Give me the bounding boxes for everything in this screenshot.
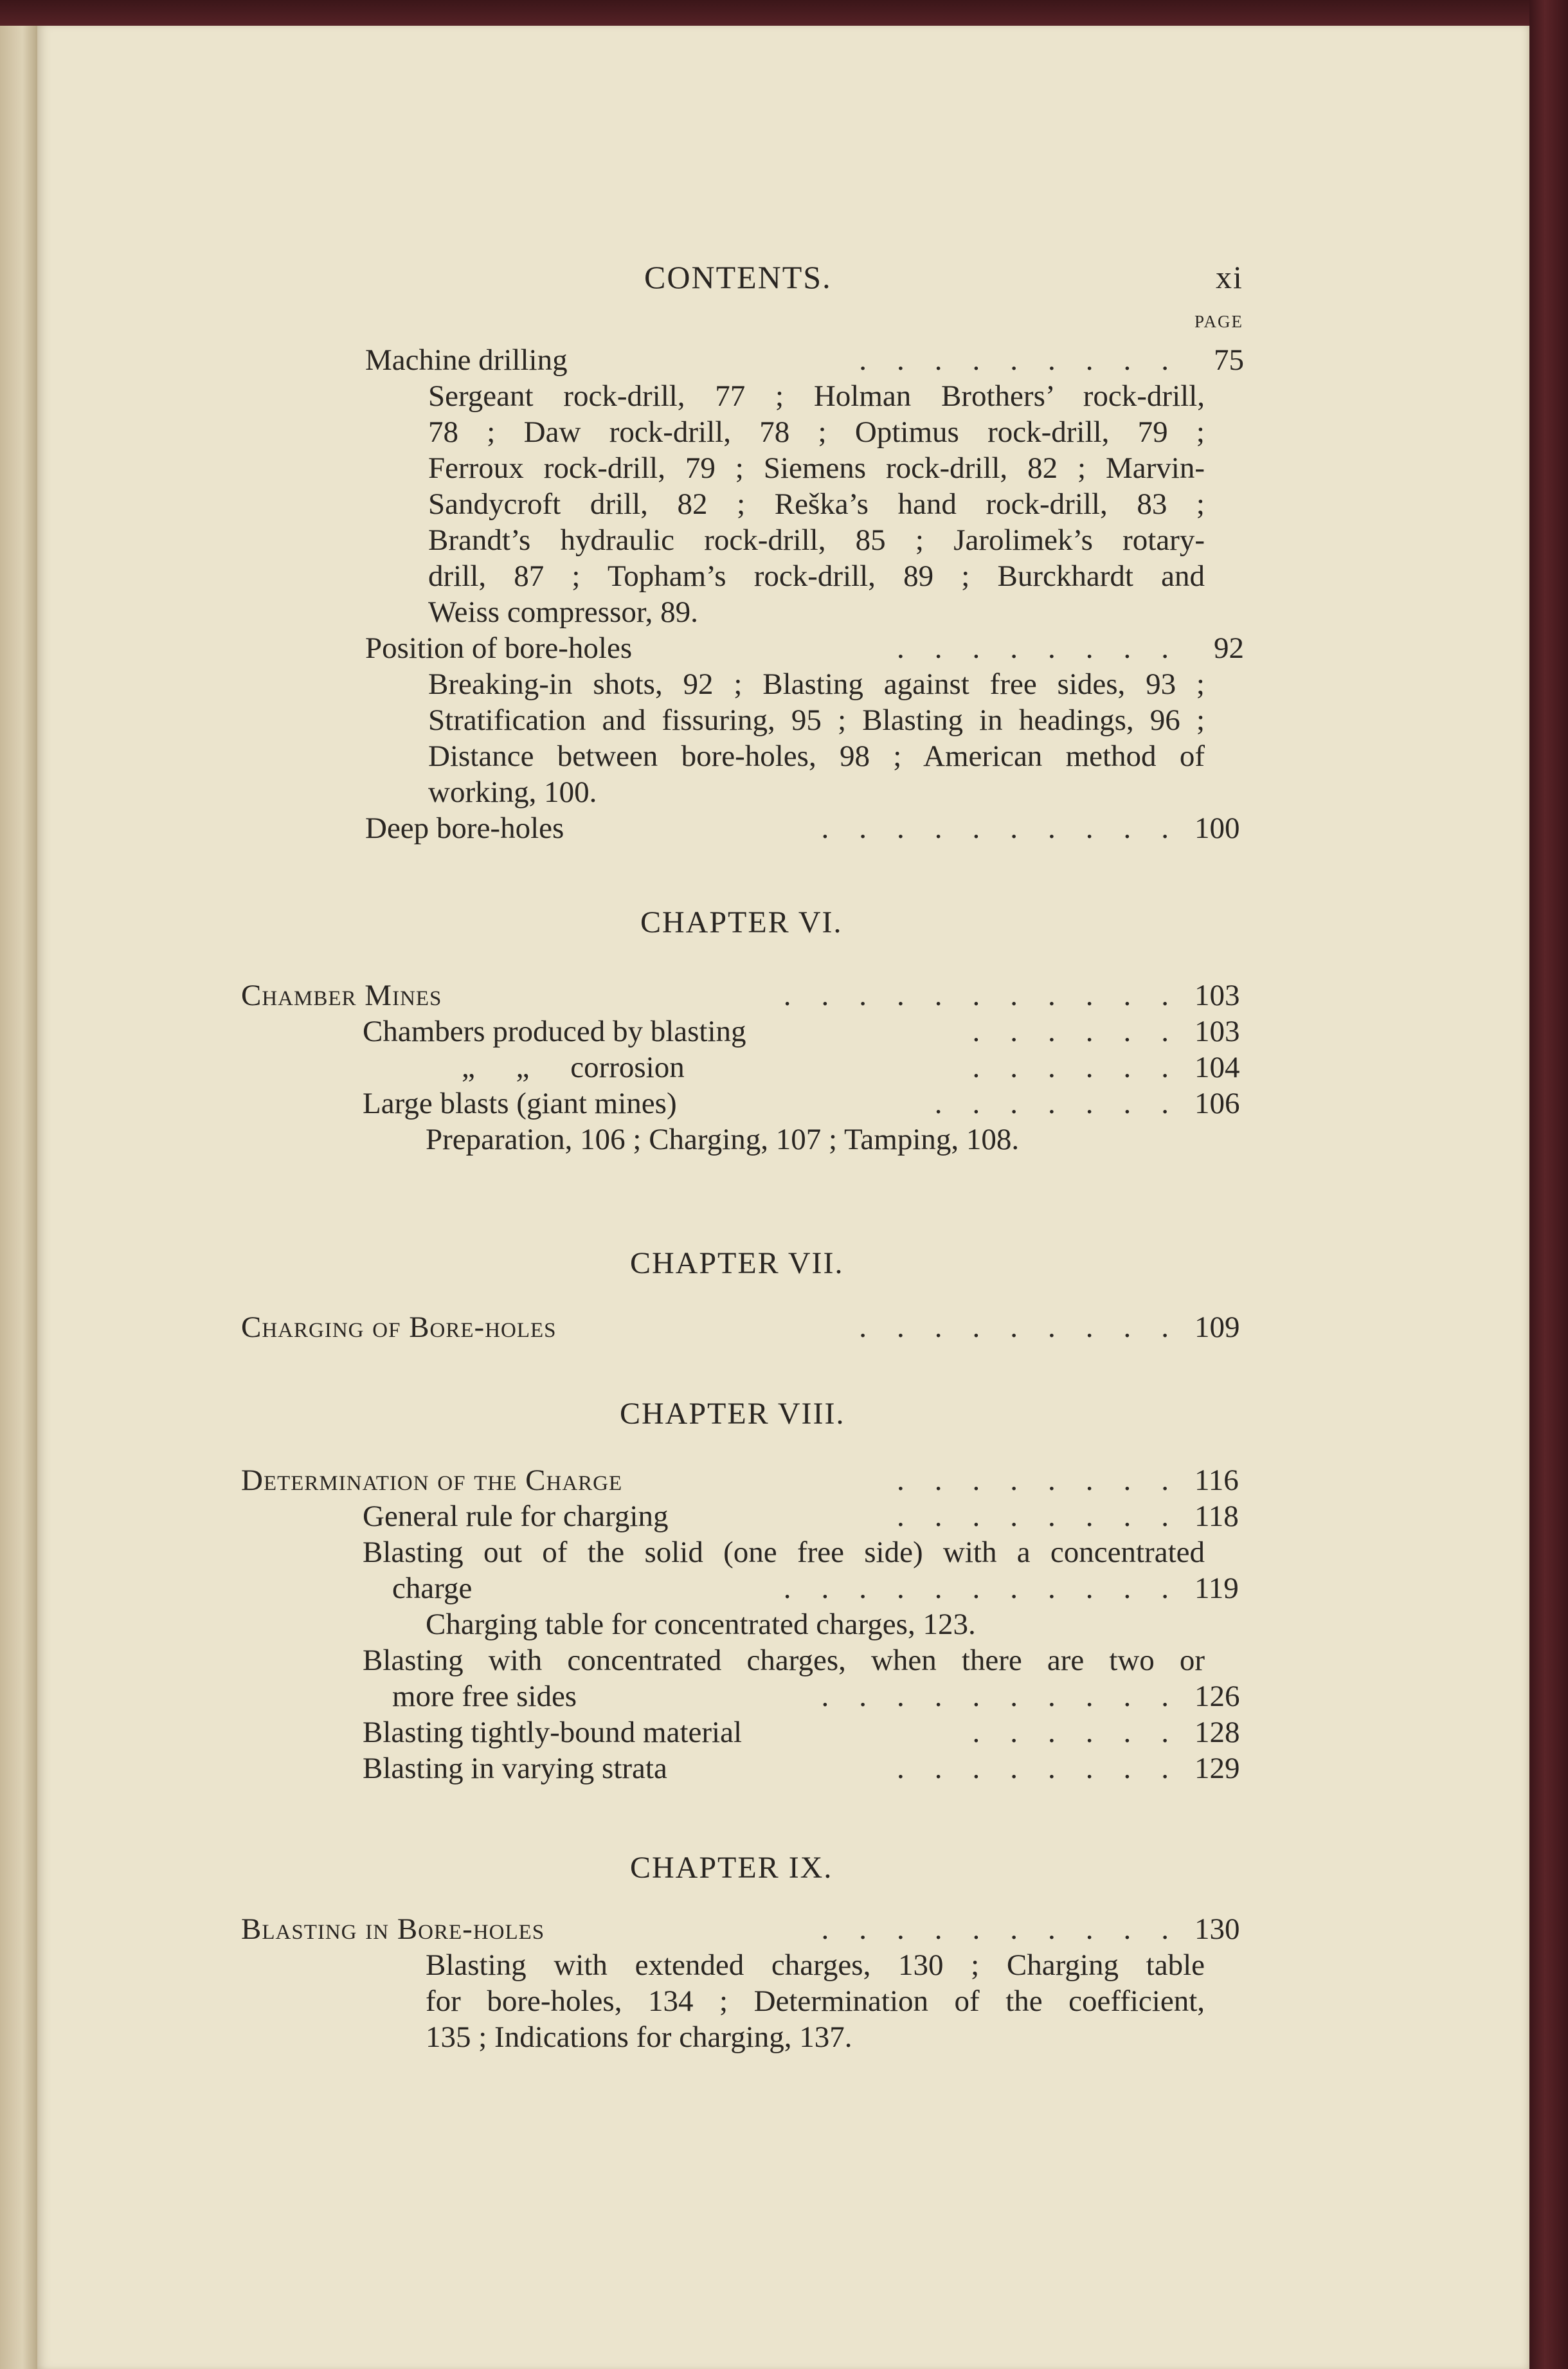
toc-entry: Large blasts (giant mines) [363,1087,677,1120]
page-number: 75 [1214,343,1244,377]
page-number: 128 [1194,1716,1240,1749]
toc-subentry-line: 135 ; Indications for charging, 137. [426,2020,852,2054]
leader-dots: . . . . . . . . . [859,343,1169,377]
chapter-heading: CHAPTER VII. [630,1246,844,1280]
toc-subentry-line: Sergeant rock-drill, 77 ; Holman Brothers’ rock-drill, [428,379,1205,413]
page-number: 106 [1194,1087,1240,1120]
leader-dots: . . . . . . . . . . [821,812,1169,845]
page-column-label: PAGE [1194,312,1244,331]
toc-entry-machine-drilling: Machine drilling [365,343,568,377]
page-folio: xi [1216,259,1243,295]
toc-subentry-line: for bore-holes, 134 ; Determination of the coefficient, [426,1984,1205,2018]
toc-subentry-line: working, 100. [428,776,597,809]
chapter-heading: CHAPTER IX. [630,1851,833,1885]
leader-dots: . . . . . . . . [897,1464,1169,1497]
toc-entry: charge [392,1572,473,1605]
leader-dots: . . . . . . . [934,1087,1169,1120]
running-head-title: CONTENTS. [644,259,832,295]
leader-dots: . . . . . . . . . . [821,1912,1169,1946]
page-number: 109 [1194,1311,1240,1344]
toc-entry: Blasting out of the solid (one free side) with a concentrated [363,1536,1205,1569]
page-number: 129 [1194,1752,1240,1785]
toc-entry: Blasting with concentrated charges, when there are two or [363,1644,1205,1677]
toc-subentry-line: Stratification and fissuring, 95 ; Blasting in headings, 96 ; [428,703,1205,737]
book-page [37,26,1529,2369]
chapter-heading: CHAPTER VIII. [620,1397,845,1431]
book-cover-top [0,0,1568,26]
page-number: 103 [1194,979,1240,1012]
leader-dots: . . . . . . . . . . . [783,1572,1169,1605]
toc-entry: General rule for charging [363,1500,669,1533]
toc-subentry-line: Ferroux rock-drill, 79 ; Siemens rock-drill, 82 ; Marvin- [428,451,1205,485]
book-cover-edge [1529,0,1568,2369]
toc-entry: „ „ corrosion [462,1051,685,1084]
toc-entry: more free sides [392,1680,577,1713]
toc-chapter-entry: Charging of Bore-holes [241,1311,557,1344]
toc-subentry-line: Weiss compressor, 89. [428,595,698,629]
toc-subentry-line: Preparation, 106 ; Charging, 107 ; Tamping, 108. [426,1123,1020,1156]
toc-subentry-line: Breaking-in shots, 92 ; Blasting against free sides, 93 ; [428,667,1205,701]
leader-dots: . . . . . . [972,1051,1169,1084]
toc-subentry-line: Brandt’s hydraulic rock-drill, 85 ; Jarolimek’s rotary- [428,523,1205,557]
leader-dots: . . . . . . . . . . . [783,979,1169,1012]
leader-dots: . . . . . . . . . [859,1311,1169,1344]
page-number: 103 [1194,1015,1240,1048]
book-spine-edge [0,0,37,2369]
page-number: 118 [1194,1500,1239,1533]
toc-subentry-line: Charging table for concentrated charges, 123. [426,1608,976,1641]
leader-dots: . . . . . . [972,1015,1169,1048]
toc-subentry-line: Sandycroft drill, 82 ; Reška’s hand rock-drill, 83 ; [428,487,1205,521]
toc-subentry-line: Distance between bore-holes, 98 ; American method of [428,740,1205,773]
page-number: 100 [1194,812,1240,845]
toc-subentry-line: 78 ; Daw rock-drill, 78 ; Optimus rock-drill, 79 ; [428,415,1205,449]
chapter-heading: CHAPTER VI. [640,905,843,939]
toc-chapter-entry: Chamber Mines [241,979,442,1012]
leader-dots: . . . . . . . . [897,1500,1169,1533]
page-number: 104 [1194,1051,1240,1084]
leader-dots: . . . . . . . . . . [821,1680,1169,1713]
page-number: 130 [1194,1912,1240,1946]
toc-entry: Blasting in varying strata [363,1752,667,1785]
page-number: 116 [1194,1464,1239,1497]
toc-entry-deep-bore-holes: Deep bore-holes [365,812,564,845]
page-number: 92 [1214,631,1244,665]
page-number: 126 [1194,1680,1240,1713]
page-number: 119 [1194,1572,1239,1605]
toc-chapter-entry: Blasting in Bore-holes [241,1912,545,1946]
toc-entry: Blasting tightly-bound material [363,1716,743,1749]
toc-chapter-entry: Determination of the Charge [241,1464,623,1497]
toc-entry-position: Position of bore-holes [365,631,633,665]
leader-dots: . . . . . . . . [897,631,1169,665]
leader-dots: . . . . . . . . [897,1752,1169,1785]
leader-dots: . . . . . . [972,1716,1169,1749]
toc-subentry-line: Blasting with extended charges, 130 ; Charging table [426,1948,1205,1982]
toc-subentry-line: drill, 87 ; Topham’s rock-drill, 89 ; Burckhardt and [428,559,1205,593]
toc-entry: Chambers produced by blasting [363,1015,746,1048]
